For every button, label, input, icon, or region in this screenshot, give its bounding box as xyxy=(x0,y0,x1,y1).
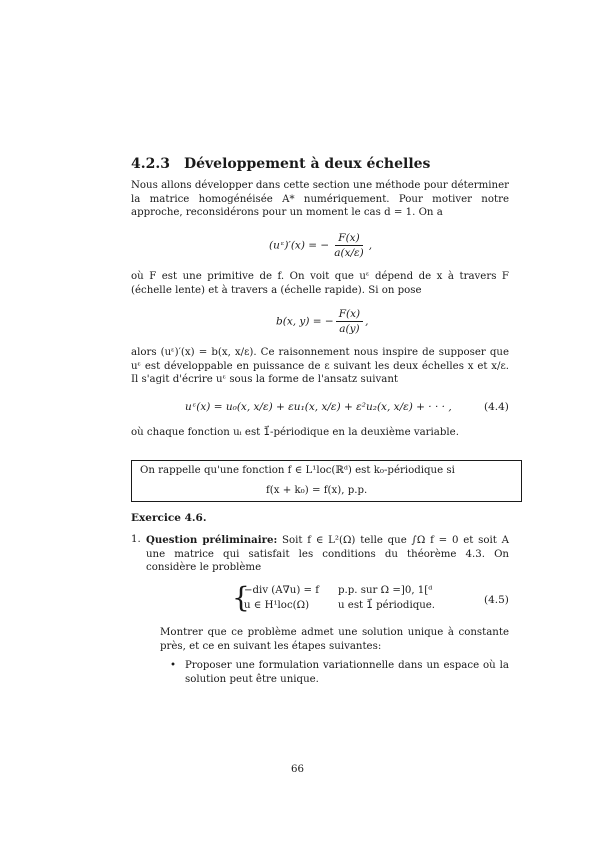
bullet-icon: • xyxy=(170,660,177,671)
system-row-1-lhs: −div (A∇u) = f xyxy=(244,585,320,596)
left-brace: { xyxy=(232,581,250,614)
question-1-followup: Montrer que ce problème admet une solution unique à constante près, et ce en suivant les étapes suivantes: xyxy=(160,627,509,652)
question-1-number: 1. xyxy=(131,534,141,545)
paragraph-after-eq2: alors (uᵋ)′(x) = b(x, x/ε). Ce raisonnement nous inspire de supposer que uᵋ est développable en puissance de ε suivant les deux échelles x et x/ε. Il s'agit d'écrire uᵋ sous la forme de l'ansatz suivant xyxy=(131,347,509,386)
paragraph-intro: Nous allons développer dans cette section une méthode pour déterminer la matrice homogénéisée A* numériquement. Pour motiver notre approche, reconsidérons pour un moment le cas d = 1. On a xyxy=(131,180,509,219)
eq2-numerator: F(x) xyxy=(336,308,363,322)
equation-1: (uᵋ)′(x) = − $\frac{F(x)}{a(x/\varepsilon)}$ , xyxy=(269,232,373,259)
bullet-text: Proposer une formulation variationnelle dans un espace où la solution peut être unique. xyxy=(185,660,509,685)
question-1-text: Soit f ∈ L²(Ω) telle que ∫Ω f = 0 et soit A une matrice qui satisfait les conditions du théorème 4.3. On considère le problème xyxy=(146,535,510,574)
question-1-label: Question préliminaire: xyxy=(146,534,278,546)
question-1 xyxy=(146,534,509,575)
page-number: 66 xyxy=(291,764,304,775)
system-row-2-lhs: u ∈ H¹loc(Ω) xyxy=(244,600,310,611)
section-number: 4.2.3 xyxy=(131,156,170,172)
equation-2: b(x, y) = − $\frac{F(x)}{a(y)}$ , xyxy=(276,308,369,335)
reminder-line-2: f(x + k₀) = f(x), p.p. xyxy=(266,485,368,496)
eq1-denominator: a(x/ε) xyxy=(334,247,364,259)
system-row-2-rhs: u est 1⃗ périodique. xyxy=(338,600,436,611)
exercise-title: Exercice 4.6. xyxy=(131,512,207,524)
section-title: Développement à deux échelles xyxy=(183,156,431,172)
reminder-line-1: On rappelle qu'une fonction f ∈ L¹loc(ℝᵈ) est k₀-périodique si xyxy=(140,465,455,476)
equation-3-number: (4.4) xyxy=(484,401,509,413)
reminder-box xyxy=(131,460,522,502)
system-row-1-rhs: p.p. sur Ω =]0, 1[ᵈ xyxy=(338,585,433,596)
eq2-denominator: a(y) xyxy=(339,323,360,335)
paragraph-after-eq1: où F est une primitive de f. On voit que uᵋ dépend de x à travers F (échelle lente) et à travers a (échelle rapide). Si on pose xyxy=(131,271,509,296)
eq1-numerator: F(x) xyxy=(335,232,362,246)
equation-3: uᵋ(x) = u₀(x, x/ε) + εu₁(x, x/ε) + ε²u₂(x, x/ε) + · · · , xyxy=(185,401,452,413)
section-heading xyxy=(131,156,430,172)
system-number: (4.5) xyxy=(484,594,509,606)
paragraph-after-eq3: où chaque fonction uᵢ est 1⃗-périodique en la deuxième variable. xyxy=(131,427,459,438)
